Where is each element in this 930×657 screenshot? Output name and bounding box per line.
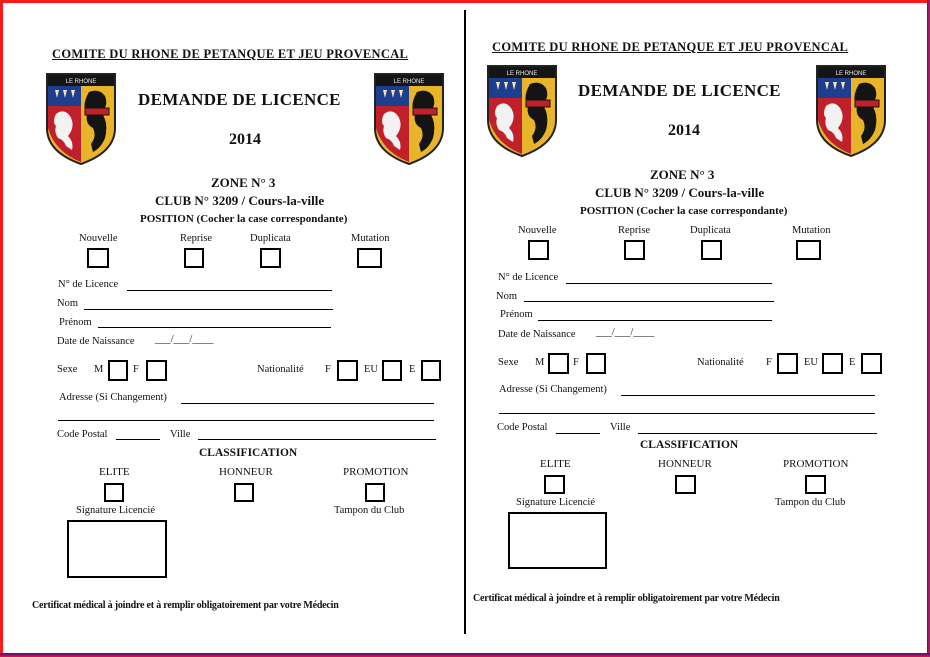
checkbox-nat-eu[interactable] [382,360,402,381]
adresse-field-line2[interactable] [499,413,875,414]
classification-label-elite: ELITE [99,466,130,478]
prenom-label: Prénom [500,309,533,320]
ville-field[interactable] [638,433,877,434]
sexe-label: Sexe [57,364,78,375]
checkbox-elite[interactable] [544,475,565,494]
position-label-reprise: Reprise [180,233,213,244]
form-year: 2014 [229,131,261,148]
position-label-nouvelle: Nouvelle [518,225,557,236]
checkbox-promotion[interactable] [805,475,826,494]
classification-heading: CLASSIFICATION [199,447,298,459]
ville-label: Ville [170,429,191,440]
checkbox-mutation[interactable] [357,248,382,268]
ville-field[interactable] [198,439,436,440]
club-number: CLUB N° 3209 / Cours-la-ville [155,193,325,208]
svg-text:LE RHONE: LE RHONE [835,71,867,77]
code-postal-field[interactable] [116,439,160,440]
zone-number: ZONE N° 3 [211,175,276,190]
organization-heading: COMITE DU RHONE DE PETANQUE ET JEU PROVENCAL [52,47,409,61]
classification-label-promotion: PROMOTION [783,458,849,470]
position-heading: POSITION (Cocher la case correspondante) [140,213,348,225]
medical-certificate-note: Certificat médical à joindre et à remplir obligatoirement par votre Médecin [32,600,339,611]
classification-label-honneur: HONNEUR [219,466,273,478]
svg-text:LE RHONE: LE RHONE [65,79,97,85]
birthdate-label: Date de Naissance [498,329,576,340]
classification-label-honneur: HONNEUR [658,458,712,470]
licence-field[interactable] [127,290,332,291]
signature-box[interactable] [508,512,607,569]
sexe-m-label: M [94,364,104,375]
checkbox-duplicata[interactable] [701,240,722,260]
checkbox-mutation[interactable] [796,240,821,260]
checkbox-nat-f[interactable] [337,360,358,381]
nom-label: Nom [496,291,517,302]
checkbox-sexe-f[interactable] [146,360,167,381]
licence-label: N° de Licence [498,272,559,283]
nom-field[interactable] [524,301,774,302]
ville-label: Ville [610,422,631,433]
medical-certificate-note: Certificat médical à joindre et à remplir obligatoirement par votre Médecin [473,593,780,604]
club-number: CLUB N° 3209 / Cours-la-ville [595,185,765,200]
classification-label-promotion: PROMOTION [343,466,409,478]
position-label-mutation: Mutation [351,233,390,244]
prenom-field[interactable] [538,320,772,321]
checkbox-elite[interactable] [104,483,124,502]
form-title: DEMANDE DE LICENCE [578,81,781,100]
form-year: 2014 [668,122,700,139]
position-heading: POSITION (Cocher la case correspondante) [580,205,788,217]
form-title: DEMANDE DE LICENCE [138,90,341,109]
club-stamp-label: Tampon du Club [775,497,846,508]
checkbox-sexe-m[interactable] [108,360,128,381]
checkbox-nat-e[interactable] [421,360,441,381]
prenom-label: Prénom [59,317,92,328]
licence-field[interactable] [566,283,772,284]
checkbox-nat-f[interactable] [777,353,798,374]
adresse-field[interactable] [181,403,434,404]
signature-label: Signature Licencié [516,497,596,508]
prenom-field[interactable] [98,327,331,328]
club-stamp-label: Tampon du Club [334,505,405,516]
signature-box[interactable] [67,520,167,578]
sexe-label: Sexe [498,357,519,368]
signature-label: Signature Licencié [76,505,156,516]
adresse-label: Adresse (Si Changement) [499,384,607,395]
position-label-nouvelle: Nouvelle [79,233,118,244]
svg-text:LE RHONE: LE RHONE [506,71,538,77]
coat-of-arms-icon [43,70,119,166]
nat-eu-label: EU [364,364,378,375]
position-label-duplicata: Duplicata [690,225,731,236]
nationalite-label: Nationalité [257,364,304,375]
checkbox-sexe-m[interactable] [548,353,569,374]
nationalite-label: Nationalité [697,357,744,368]
zone-number: ZONE N° 3 [650,167,715,182]
nat-eu-label: EU [804,357,818,368]
classification-label-elite: ELITE [540,458,571,470]
birthdate-field[interactable]: ___/___/____ [596,327,655,338]
checkbox-reprise[interactable] [624,240,645,260]
checkbox-honneur[interactable] [234,483,254,502]
licence-form-right [465,0,930,657]
checkbox-nouvelle[interactable] [528,240,549,260]
coat-of-arms-icon [371,70,447,166]
checkbox-sexe-f[interactable] [586,353,606,374]
birthdate-label: Date de Naissance [57,336,135,347]
code-postal-field[interactable] [556,433,600,434]
adresse-field[interactable] [621,395,875,396]
nat-f-label: F [766,357,772,368]
position-label-duplicata: Duplicata [250,233,291,244]
sexe-m-label: M [535,357,545,368]
checkbox-promotion[interactable] [365,483,385,502]
svg-text:LE RHONE: LE RHONE [393,79,425,85]
checkbox-nat-e[interactable] [861,353,882,374]
adresse-label: Adresse (Si Changement) [59,392,167,403]
licence-label: N° de Licence [58,279,119,290]
checkbox-honneur[interactable] [675,475,696,494]
sexe-f-label: F [133,364,139,375]
nat-e-label: E [409,364,416,375]
code-postal-label: Code Postal [497,422,548,433]
nom-label: Nom [57,298,78,309]
nat-f-label: F [325,364,331,375]
sexe-f-label: F [573,357,579,368]
nom-field[interactable] [84,309,333,310]
nat-e-label: E [849,357,856,368]
code-postal-label: Code Postal [57,429,108,440]
checkbox-nat-eu[interactable] [822,353,843,374]
checkbox-reprise[interactable] [184,248,204,268]
position-label-mutation: Mutation [792,225,831,236]
coat-of-arms-icon [484,62,560,158]
coat-of-arms-icon [813,62,889,158]
position-label-reprise: Reprise [618,225,651,236]
classification-heading: CLASSIFICATION [640,439,739,451]
organization-heading: COMITE DU RHONE DE PETANQUE ET JEU PROVENCAL [492,40,849,54]
adresse-field-line2[interactable] [58,420,434,421]
birthdate-field[interactable]: ___/___/____ [155,334,214,345]
checkbox-duplicata[interactable] [260,248,281,268]
checkbox-nouvelle[interactable] [87,248,109,268]
